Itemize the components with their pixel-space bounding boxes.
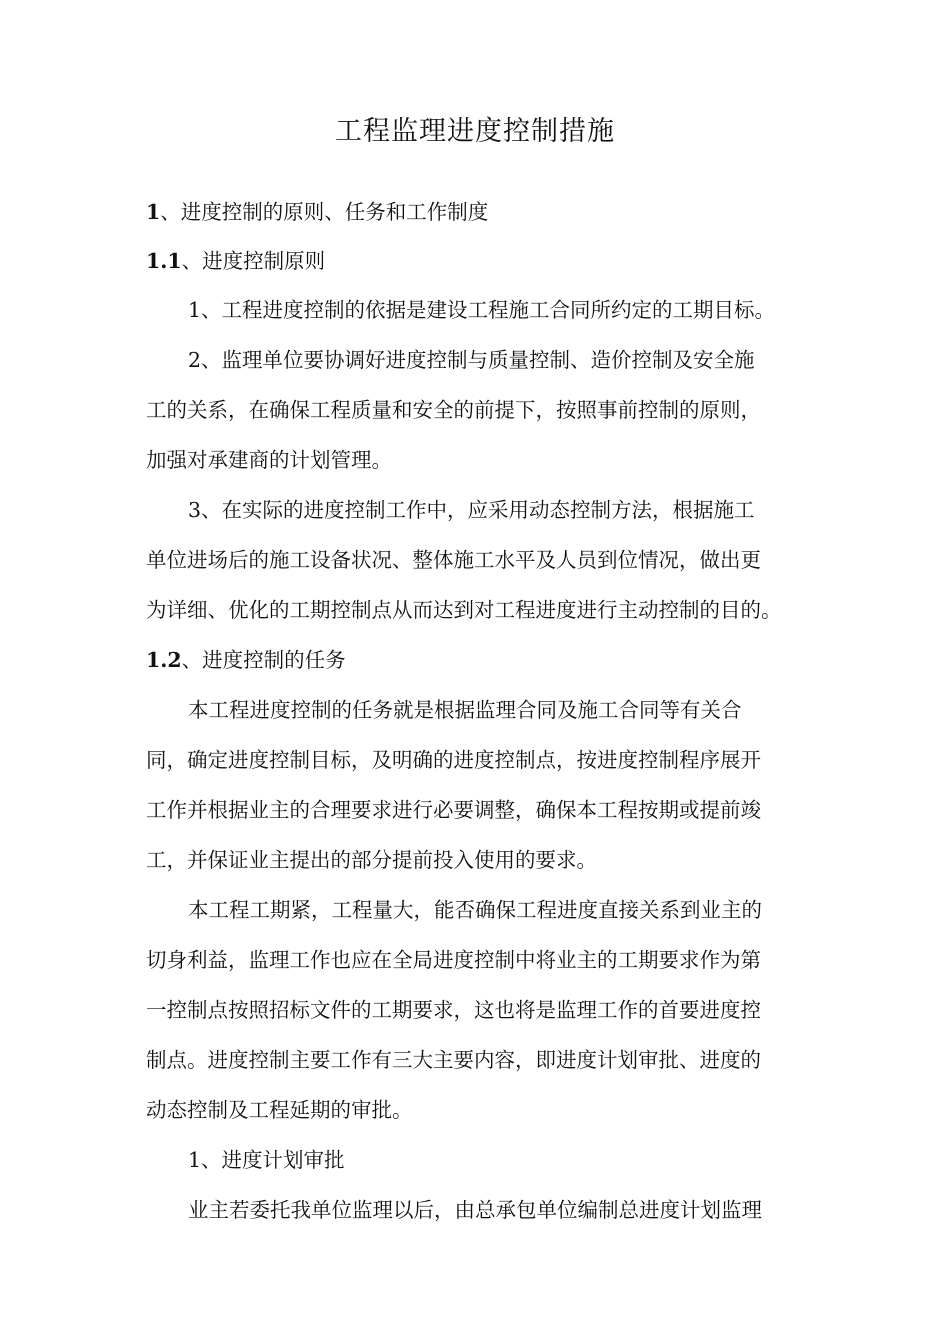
- heading-1-1: [146, 246, 325, 276]
- paragraph-line: 一控制点按照招标文件的工期要求，这也将是监理工作的首要进度控: [146, 998, 761, 1022]
- heading-text: 、进度控制的任务: [181, 648, 346, 672]
- paragraph-line: 3、在实际的进度控制工作中，应采用动态控制方法，根据施工: [188, 498, 755, 522]
- paragraph-line: 本工程工期紧，工程量大，能否确保工程进度直接关系到业主的: [188, 898, 762, 922]
- paragraph-line: 动态控制及工程延期的审批。: [146, 1098, 413, 1122]
- paragraph-line: 工，并保证业主提出的部分提前投入使用的要求。: [146, 848, 597, 872]
- paragraph-line: 切身利益，监理工作也应在全局进度控制中将业主的工期要求作为第: [146, 948, 761, 972]
- paragraph-line: 制点。进度控制主要工作有三大主要内容，即进度计划审批、进度的: [146, 1048, 761, 1072]
- paragraph-line: 本工程进度控制的任务就是根据监理合同及施工合同等有关合: [188, 698, 742, 722]
- heading-number: 1.1: [146, 249, 182, 273]
- paragraph-line: 同，确定进度控制目标，及明确的进度控制点，按进度控制程序展开: [146, 748, 761, 772]
- paragraph-line: 1、进度计划审批: [188, 1148, 345, 1172]
- heading-text: 、进度控制原则: [181, 249, 326, 273]
- heading-1: [146, 197, 488, 227]
- paragraph-line: 加强对承建商的计划管理。: [146, 448, 392, 472]
- paragraph-line: 工作并根据业主的合理要求进行必要调整，确保本工程按期或提前竣: [146, 798, 761, 822]
- paragraph-line: 业主若委托我单位监理以后，由总承包单位编制总进度计划监理: [188, 1198, 762, 1222]
- paragraph-line: 为详细、优化的工期控制点从而达到对工程进度进行主动控制的目的。: [146, 598, 782, 622]
- heading-1-2: [146, 645, 346, 675]
- paragraph-line: 单位进场后的施工设备状况、整体施工水平及人员到位情况，做出更: [146, 548, 761, 572]
- heading-number: 1: [146, 200, 161, 224]
- paragraph-line: 工的关系，在确保工程质量和安全的前提下，按照事前控制的原则，: [146, 398, 761, 422]
- heading-text: 、进度控制的原则、任务和工作制度: [160, 200, 489, 224]
- document-title: 工程监理进度控制措施: [335, 116, 615, 147]
- paragraph-line: 2、监理单位要协调好进度控制与质量控制、造价控制及安全施: [188, 348, 755, 372]
- paragraph-line: 1、工程进度控制的依据是建设工程施工合同所约定的工期目标。: [188, 298, 776, 322]
- heading-number: 1.2: [146, 648, 182, 672]
